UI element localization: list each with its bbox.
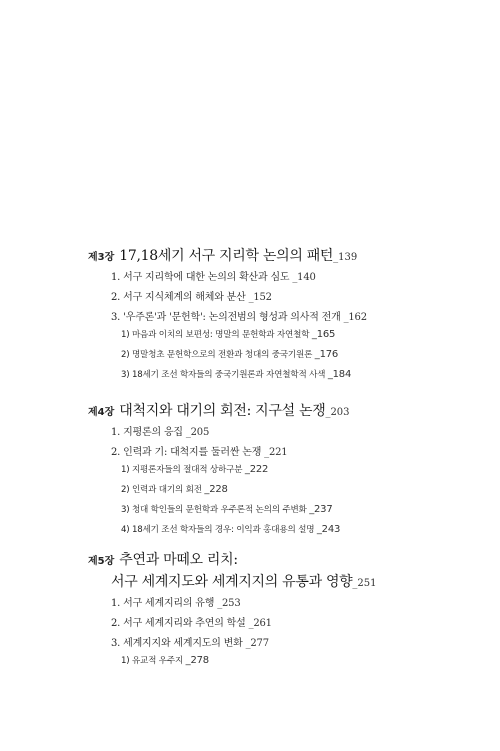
page-number: _152 <box>248 292 272 303</box>
subsection-entry <box>121 348 338 360</box>
section-entry <box>111 423 209 438</box>
chapter-heading <box>88 245 357 265</box>
subsection-title: 1) 마음과 이치의 보편성: 명말의 문헌학과 자연철학 <box>121 330 310 340</box>
subsection-entry <box>121 483 228 495</box>
section-title: 1. 서구 지리학에 대한 논의의 확산과 심도 <box>111 272 290 283</box>
section-title: 2. 서구 세계지리와 추연의 학설 <box>111 618 246 629</box>
chapter-title: 추연과 마떼오 리치: <box>119 552 238 568</box>
page-number: _176 <box>314 349 339 360</box>
chapter-label: 제5장 <box>88 556 115 567</box>
section-title: 2. 서구 지식체계의 해체와 분산 <box>111 292 246 303</box>
page-number: _165 <box>311 329 336 340</box>
chapter-heading-line-2 <box>88 571 377 591</box>
chapter-heading <box>88 549 238 569</box>
chapter-subtitle: 서구 세계지도와 세계지지의 유통과 영향 <box>111 574 353 590</box>
section-entry <box>111 268 316 283</box>
page-number: _184 <box>327 369 352 380</box>
chapter-title: 17,18세기 서구 지리학 논의의 패턴 <box>119 248 334 264</box>
page-number: _162 <box>343 312 367 323</box>
section-title: 1. 서구 세계지리의 유행 <box>111 598 215 609</box>
section-title: 1. 지평론의 응집 <box>111 427 183 438</box>
section-entry <box>111 634 269 649</box>
page-number: _237 <box>309 504 333 515</box>
section-title: 2. 인력과 기: 대척지를 둘러싼 논쟁 <box>111 447 262 458</box>
page-number: _278 <box>185 655 209 666</box>
subsection-title: 1) 지평론자들의 절대적 상하구분 <box>121 465 243 475</box>
section-title: 3. 세계지지와 세계지도의 변화 <box>111 638 243 649</box>
page-number: _277 <box>245 638 269 649</box>
page-number: _253 <box>217 598 241 609</box>
subsection-title: 3) 18세기 조선 학자들의 중국기원론과 자연철학적 사색 <box>121 370 326 380</box>
page-number: _251 <box>352 578 377 589</box>
subsection-entry <box>121 463 268 475</box>
chapter-title: 대척지와 대기의 회전: 지구설 논쟁 <box>119 403 326 419</box>
subsection-title: 2) 인력과 대기의 회전 <box>121 485 202 495</box>
subsection-title: 2) 명말청초 문헌학으로의 전환과 청대의 중국기원론 <box>121 350 313 360</box>
subsection-title: 3) 청대 학인들의 문헌학과 우주론적 논의의 주변화 <box>121 505 307 515</box>
section-entry <box>111 594 241 609</box>
subsection-entry <box>121 654 209 666</box>
page-number: _140 <box>292 272 316 283</box>
page-number: _205 <box>185 427 210 438</box>
section-entry <box>111 288 272 303</box>
chapter-label: 제4장 <box>88 407 115 418</box>
page-number: _243 <box>316 524 341 535</box>
page-number: _261 <box>248 618 272 629</box>
page-number: _203 <box>325 407 350 418</box>
page-number: _139 <box>333 252 358 263</box>
page-number: _222 <box>244 464 269 475</box>
section-title: 3. '우주론'과 '문헌학': 논의전범의 형성과 의사적 전개 <box>111 312 341 323</box>
chapter-label: 제3장 <box>88 252 115 263</box>
subsection-entry <box>121 328 335 340</box>
page-number: _221 <box>264 447 288 458</box>
section-entry <box>111 308 367 323</box>
subsection-title: 1) 유교적 우주지 <box>121 656 184 666</box>
subsection-title: 4) 18세기 조선 학자들의 경우: 이익과 홍대용의 설명 <box>121 525 315 535</box>
subsection-entry <box>121 523 340 535</box>
subsection-entry <box>121 368 351 380</box>
subsection-entry <box>121 503 333 515</box>
section-entry <box>111 614 272 629</box>
page-number: _228 <box>204 484 228 495</box>
section-entry <box>111 443 287 458</box>
chapter-heading <box>88 400 350 420</box>
